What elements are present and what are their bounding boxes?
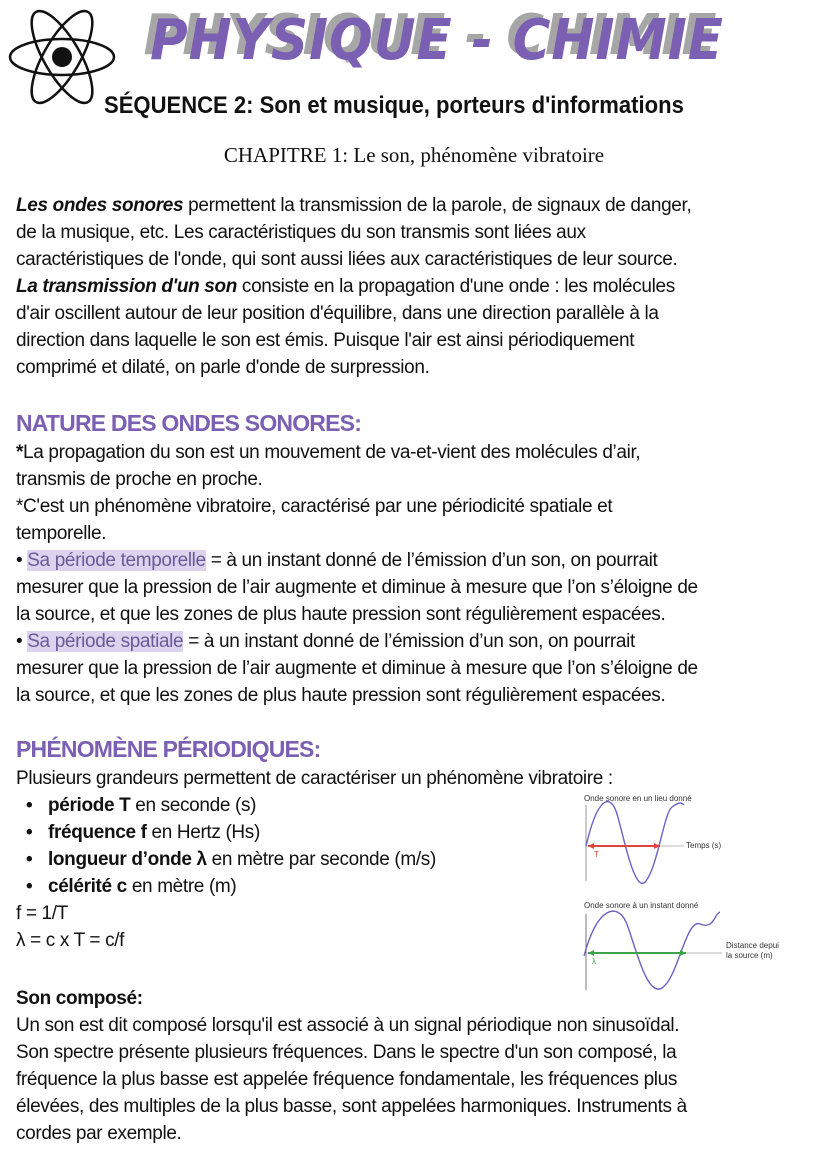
bold-term: Les ondes sonores [16,195,184,216]
text-segment: = à un instant donné de l’émission d’un son, on pourrait [183,631,635,652]
time-axis-label: Temps (s) [686,841,722,850]
formula: f = 1/T [16,903,68,924]
text-segment: de la musique, etc. Les caractéristiques du son transmis sont liées aux [16,222,586,243]
bold-term: * [16,442,24,463]
nature-heading: NATURE DES ONDES SONORES: [16,410,362,436]
text-segment: consiste en la propagation d'une onde : les molécules [236,276,675,297]
text-segment: comprimé et dilaté, on parle d'onde de surpression. [16,357,430,378]
text-line [16,354,430,381]
text-line: fréquence la plus basse est appelée fréquence fondamentale, les fréquences plus [16,1069,678,1090]
text-line [16,601,665,628]
highlighted-term: Sa période spatiale [27,631,184,652]
text-line [16,520,106,547]
text-line: élevées, des multiples de la plus basse, sont appelées harmoniques. Instruments à [16,1096,687,1117]
text-line [16,219,586,246]
text-segment: mesurer que la pression de l’air augmente et diminue à mesure que l’on s’éloigne de [16,658,698,679]
quantity-term: fréquence f [48,822,147,843]
wave-time-figure [574,793,734,883]
text-line [16,493,612,520]
quantity-unit: en Hertz (Hs) [146,822,260,843]
list-item [26,873,236,900]
atom-logo-icon [6,2,118,112]
text-segment: • [16,631,28,652]
periodic-intro: Plusieurs grandeurs permettent de caractériser un phénomène vibratoire : [16,768,613,789]
text-segment: caractéristiques de l'onde, qui sont aussi liées aux caractéristiques de leur source. [16,249,678,270]
bullet-icon: • [26,795,33,816]
text-segment: direction dans laquelle le son est émis. Puisque l'air est ainsi périodiquement [16,330,635,351]
list-item [26,792,256,819]
text-segment: mesurer que la pression de l’air augmente et diminue à mesure que l’on s’éloigne de [16,577,698,598]
bullet-icon: • [26,849,33,870]
period-label: T [594,850,599,859]
list-item [26,846,436,873]
text-segment: temporelle. [16,523,107,544]
text-line: Un son est dit composé lorsqu'il est associé à un signal périodique non sinusoïdal. [16,1015,680,1036]
text-line: Son spectre présente plusieurs fréquences. Dans le spectre d'un son composé, la [16,1042,677,1063]
text-line [16,300,659,327]
quantity-term: période T [48,795,131,816]
text-segment: d'air oscillent autour de leur position d'équilibre, dans une direction parallèle à la [16,303,659,324]
quantity-term: célérité c [48,876,127,897]
sequence-title: SÉQUENCE 2: Son et musique, porteurs d'informations [104,92,684,119]
text-line: cordes par exemple. [16,1123,182,1144]
text-line [16,246,677,273]
text-segment: • [16,550,28,571]
periodic-heading: PHÉNOMÈNE PÉRIODIQUES: [16,736,321,762]
text-segment: la source, et que les zones de plus haute pression sont régulièrement espacées. [16,604,666,625]
text-line [16,628,635,655]
text-line [16,547,657,574]
text-segment: *C'est un phénomène vibratoire, caractérisé par une périodicité spatiale et [16,496,613,517]
formula: λ = c x T = c/f [16,930,125,951]
wave-distance-figure [574,898,779,993]
distance-axis-label: Distance depui [726,941,779,950]
chapter-title: CHAPITRE 1: Le son, phénomène vibratoire [223,143,605,167]
figure-title: Onde sonore en un lieu donné [584,794,692,803]
text-line [16,682,665,709]
quantity-term: longueur d’onde λ [48,849,207,870]
bold-term: La transmission d'un son [16,276,237,297]
text-line [16,327,634,354]
text-line [16,192,691,219]
text-segment: transmis de proche en proche. [16,469,263,490]
highlighted-term: Sa période temporelle [27,550,206,571]
quantity-unit: en seconde (s) [130,795,257,816]
text-segment: la source, et que les zones de plus haute pression sont régulièrement espacées. [16,685,666,706]
text-line [16,655,698,682]
list-item [26,819,260,846]
wavelength-label: λ [592,957,596,966]
text-line [16,273,675,300]
text-line [16,466,263,493]
figure-title: Onde sonore à un instant donné [584,901,699,910]
text-segment: = à un instant donné de l’émission d’un son, on pourrait [205,550,658,571]
page-title: PHYSIQUE - CHIMIE [150,8,724,73]
text-line [16,439,640,466]
text-segment: permettent la transmission de la parole, de signaux de danger, [183,195,692,216]
text-line [16,574,698,601]
distance-axis-label: la source (m) [726,951,773,960]
compose-heading: Son composé: [16,988,143,1009]
bullet-icon: • [26,822,33,843]
quantity-unit: en mètre (m) [126,876,237,897]
bullet-icon: • [26,876,33,897]
text-segment: La propagation du son est un mouvement de va-et-vient des molécules d’air, [23,442,641,463]
quantity-unit: en mètre par seconde (m/s) [206,849,436,870]
